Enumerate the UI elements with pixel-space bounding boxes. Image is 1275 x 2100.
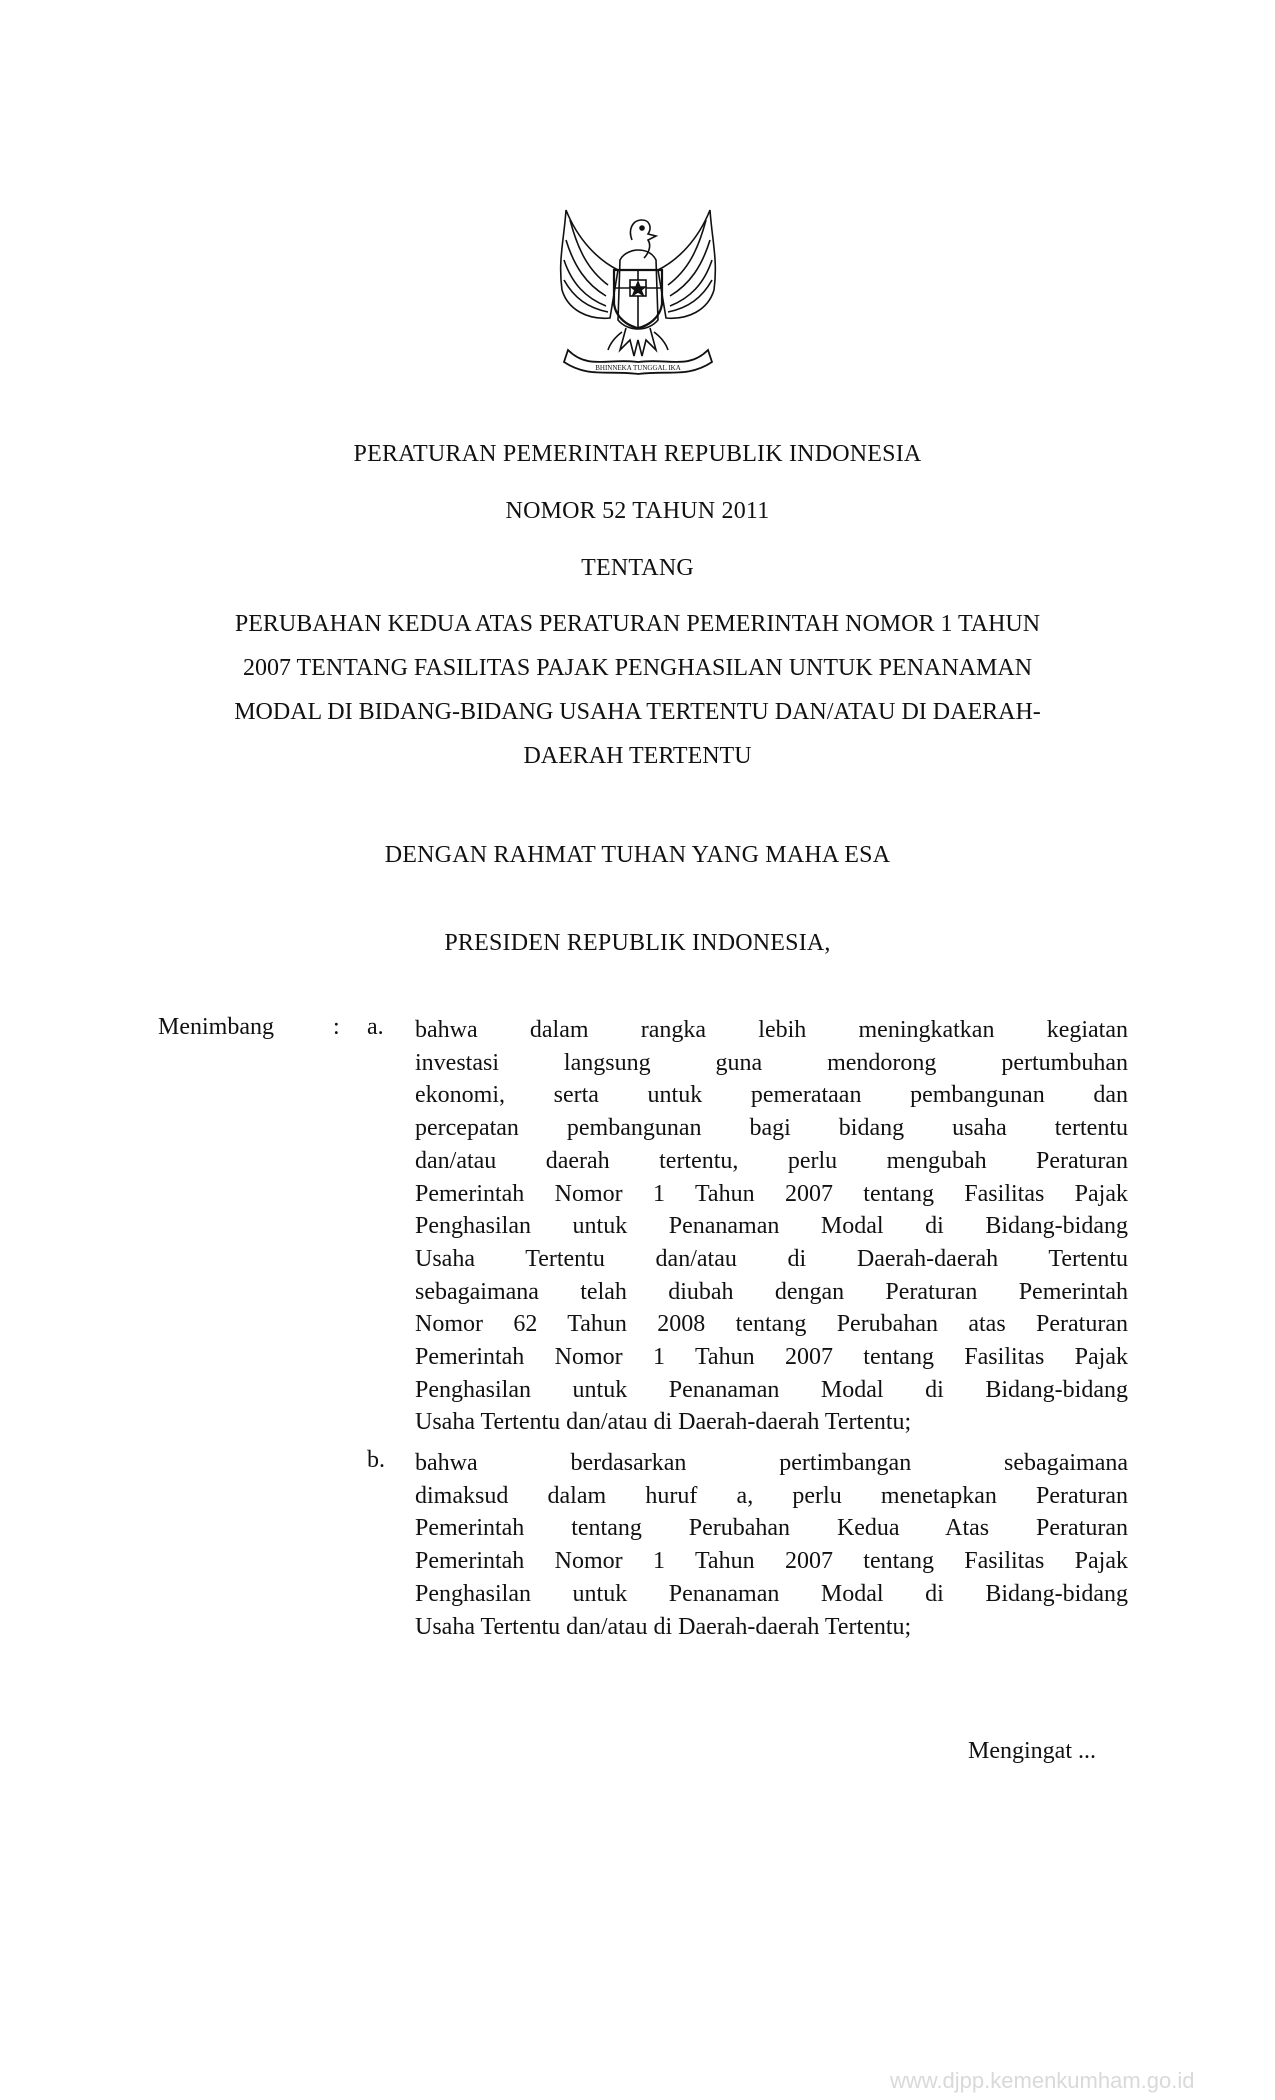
page-continuation: Mengingat ... — [968, 1738, 1096, 1764]
regulation-number: NOMOR 52 TAHUN 2011 — [505, 498, 770, 524]
item-line: percepatan pembangunan bagi bidang usaha tertentu — [415, 1115, 1128, 1142]
item-line: Pemerintah Nomor 1 Tahun 2007 tentang Fasilitas Pajak — [415, 1344, 1128, 1371]
item-line: Penghasilan untuk Penanaman Modal di Bidang-bidang — [415, 1580, 1128, 1607]
item-line: dimaksud dalam huruf a, perlu menetapkan Peraturan — [415, 1482, 1128, 1509]
item-line: Usaha Tertentu dan/atau di Daerah-daerah Tertentu; — [415, 1409, 912, 1436]
item-line: Usaha Tertentu dan/atau di Daerah-daerah Tertentu — [415, 1245, 1128, 1272]
regulation-about: TENTANG — [581, 555, 694, 581]
item-line: bahwa berdasarkan pertimbangan sebagaimana — [415, 1450, 1128, 1476]
considering-item-a — [415, 1014, 1128, 1439]
item-line: investasi langsung guna mendorong pertumbuhan — [415, 1049, 1128, 1076]
title-line: MODAL DI BIDANG-BIDANG USAHA TERTENTU DAN/ATAU DI DAERAH- — [234, 699, 1041, 725]
regulation-type: PERATURAN PEMERINTAH REPUBLIK INDONESIA — [353, 441, 922, 467]
item-line: ekonomi, serta untuk pemerataan pembangunan dan — [415, 1082, 1128, 1109]
emblem-motto: BHINNEKA TUNGGAL IKA — [595, 364, 681, 372]
considering-item-b — [415, 1447, 1128, 1643]
item-line: Nomor 62 Tahun 2008 tentang Perubahan atas Peraturan — [415, 1311, 1128, 1338]
garuda-pancasila-emblem — [548, 200, 728, 380]
watermark: www.djpp.kemenkumham.go.id — [890, 2068, 1195, 2093]
considering-colon: : — [333, 1014, 340, 1040]
considering-label: Menimbang — [158, 1014, 274, 1040]
invocation: DENGAN RAHMAT TUHAN YANG MAHA ESA — [384, 842, 891, 868]
title-line: DAERAH TERTENTU — [523, 743, 752, 769]
item-line: sebagaimana telah diubah dengan Peraturan Pemerintah — [415, 1278, 1128, 1305]
title-line: 2007 TENTANG FASILITAS PAJAK PENGHASILAN UNTUK PENANAMAN — [242, 655, 1033, 681]
item-line: Penghasilan untuk Penanaman Modal di Bidang-bidang — [415, 1376, 1128, 1403]
regulation-title — [170, 602, 1105, 778]
item-line: dan/atau daerah tertentu, perlu mengubah Peraturan — [415, 1147, 1128, 1174]
title-line: PERUBAHAN KEDUA ATAS PERATURAN PEMERINTAH NOMOR 1 TAHUN — [234, 611, 1041, 637]
item-letter-a: a. — [367, 1014, 384, 1040]
item-line: Usaha Tertentu dan/atau di Daerah-daerah Tertentu; — [415, 1613, 912, 1640]
item-letter-b: b. — [367, 1447, 385, 1473]
item-line: Pemerintah tentang Perubahan Kedua Atas Peraturan — [415, 1515, 1128, 1542]
item-line: bahwa dalam rangka lebih meningkatkan kegiatan — [415, 1017, 1128, 1043]
item-line: Pemerintah Nomor 1 Tahun 2007 tentang Fasilitas Pajak — [415, 1548, 1128, 1575]
item-line: Penghasilan untuk Penanaman Modal di Bidang-bidang — [415, 1213, 1128, 1240]
president-heading: PRESIDEN REPUBLIK INDONESIA, — [444, 930, 831, 956]
item-line: Pemerintah Nomor 1 Tahun 2007 tentang Fasilitas Pajak — [415, 1180, 1128, 1207]
